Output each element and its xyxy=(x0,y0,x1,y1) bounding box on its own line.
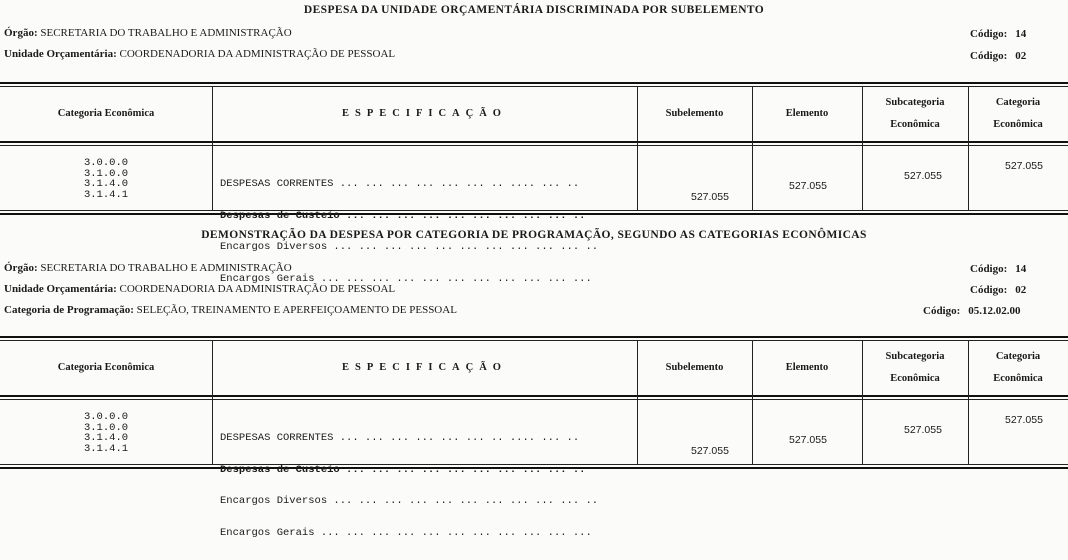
codes2-column xyxy=(0,412,212,454)
header2-categoria-economica: Categoria Econômica xyxy=(57,362,155,373)
header-elemento: Elemento xyxy=(785,108,829,119)
code-row: 3.0.0.0 xyxy=(83,157,129,169)
elemento2-value: 527.055 xyxy=(789,434,827,446)
header-subcategoria-line2: Econômica xyxy=(890,119,940,130)
subelemento-value: 527.055 xyxy=(691,191,729,203)
orgao2-code-value: 14 xyxy=(1015,263,1027,275)
elemento-value: 527.055 xyxy=(789,180,827,192)
unidade2-code xyxy=(970,284,1026,296)
header2-subelemento: Subelemento xyxy=(665,362,724,373)
header2-elemento: Elemento xyxy=(785,362,829,373)
header2-categoria-line2: Econômica xyxy=(993,373,1043,384)
code-row: 3.0.0.0 xyxy=(83,411,129,423)
categoria-value: 527.055 xyxy=(1005,160,1043,172)
categoria-programacao-code-value: 05.12.02.00 xyxy=(968,305,1021,317)
code-row: 3.1.0.0 xyxy=(83,421,129,434)
orgao2-line xyxy=(4,262,292,274)
subelemento2-value: 527.055 xyxy=(691,445,729,457)
orgao-code-label: Código: xyxy=(970,28,1008,40)
spec-row: DESPESAS CORRENTES ... ... ... ... ... ... .. .... ... .. xyxy=(220,432,580,444)
spec-row: DESPESAS CORRENTES ... ... ... ... ... ... .. .... ... .. xyxy=(220,178,580,190)
unidade2-line xyxy=(4,283,395,295)
code-row: 3.1.4.1 xyxy=(83,188,129,201)
header2-subcategoria-line2: Econômica xyxy=(890,373,940,384)
orgao2-code xyxy=(970,263,1026,275)
header-subcategoria-line1: Subcategoria xyxy=(885,97,945,108)
categoria2-value: 527.055 xyxy=(1005,414,1043,426)
header-categoria-economica: Categoria Econômica xyxy=(57,108,155,119)
orgao2-label: Órgão: xyxy=(4,262,38,274)
header-subcategoria xyxy=(862,92,968,136)
unidade2-label: Unidade Orçamentária: xyxy=(4,283,117,295)
code-row: 3.1.0.0 xyxy=(83,167,129,180)
orgao-value: SECRETARIA DO TRABALHO E ADMINISTRAÇÃO xyxy=(40,27,292,39)
unidade2-code-value: 02 xyxy=(1015,284,1027,296)
orgao2-value: SECRETARIA DO TRABALHO E ADMINISTRAÇÃO xyxy=(40,262,292,274)
code-row: 3.1.4.0 xyxy=(83,178,129,190)
unidade-value: COORDENADORIA DA ADMINISTRAÇÃO DE PESSOAL xyxy=(119,48,396,60)
subcategoria2-value: 527.055 xyxy=(904,424,942,436)
orgao-line xyxy=(4,27,292,39)
spec-row: Encargos Gerais ... ... ... ... ... ... ... ... ... ... ... xyxy=(220,526,592,539)
header-especificacao: ESPECIFICAÇÃO xyxy=(342,108,507,119)
code-row: 3.1.4.1 xyxy=(83,442,129,455)
unidade-code xyxy=(970,50,1026,62)
unidade-line xyxy=(4,48,395,60)
header2-subcategoria xyxy=(862,346,968,390)
categoria-programacao-label: Categoria de Programação: xyxy=(4,304,134,316)
categoria-programacao-value: SELEÇÃO, TREINAMENTO E APERFEIÇOAMENTO DE PESSOAL xyxy=(136,304,457,316)
unidade2-code-label: Código: xyxy=(970,284,1008,296)
header-categoria xyxy=(968,92,1068,136)
categoria-programacao-line xyxy=(4,304,457,316)
code-row: 3.1.4.0 xyxy=(83,432,129,444)
spec-row: Encargos Diversos ... ... ... ... ... ... ... ... ... ... .. xyxy=(220,495,599,507)
spec2-column xyxy=(220,412,598,559)
unidade-code-value: 02 xyxy=(1015,50,1027,62)
spec-row: Despesas de Custeio ... ... ... ... ... ... ... ... ... .. xyxy=(220,209,586,222)
orgao-label: Órgão: xyxy=(4,27,38,39)
header-categoria-line1: Categoria xyxy=(995,97,1041,108)
section2-title: DEMONSTRAÇÃO DA DESPESA POR CATEGORIA DE PROGRAMAÇÃO, SEGUNDO AS CATEGORIAS ECONÔMICAS xyxy=(201,229,867,241)
spec-row: Encargos Gerais ... ... ... ... ... ... ... ... ... ... ... xyxy=(220,272,592,285)
subcategoria-value: 527.055 xyxy=(904,170,942,182)
orgao-code-value: 14 xyxy=(1015,28,1027,40)
orgao-code xyxy=(970,28,1026,40)
spec-row: Encargos Diversos ... ... ... ... ... ... ... ... ... ... .. xyxy=(220,241,599,253)
unidade-code-label: Código: xyxy=(970,50,1008,62)
orgao2-code-label: Código: xyxy=(970,263,1008,275)
unidade-label: Unidade Orçamentária: xyxy=(4,48,117,60)
spec-row: Despesas de Custeio ... ... ... ... ... ... ... ... ... .. xyxy=(220,463,586,476)
header2-subcategoria-line1: Subcategoria xyxy=(885,351,945,362)
header2-categoria-line1: Categoria xyxy=(995,351,1041,362)
codes-column xyxy=(0,158,212,200)
header2-categoria xyxy=(968,346,1068,390)
header2-especificacao: ESPECIFICAÇÃO xyxy=(342,362,507,373)
categoria-programacao-code xyxy=(923,305,1021,317)
unidade2-value: COORDENADORIA DA ADMINISTRAÇÃO DE PESSOAL xyxy=(119,283,396,295)
section1-title: DESPESA DA UNIDADE ORÇAMENTÁRIA DISCRIMINADA POR SUBELEMENTO xyxy=(303,4,765,16)
categoria-programacao-code-label: Código: xyxy=(923,305,961,317)
header-subelemento: Subelemento xyxy=(665,108,724,119)
header-categoria-line2: Econômica xyxy=(993,119,1043,130)
